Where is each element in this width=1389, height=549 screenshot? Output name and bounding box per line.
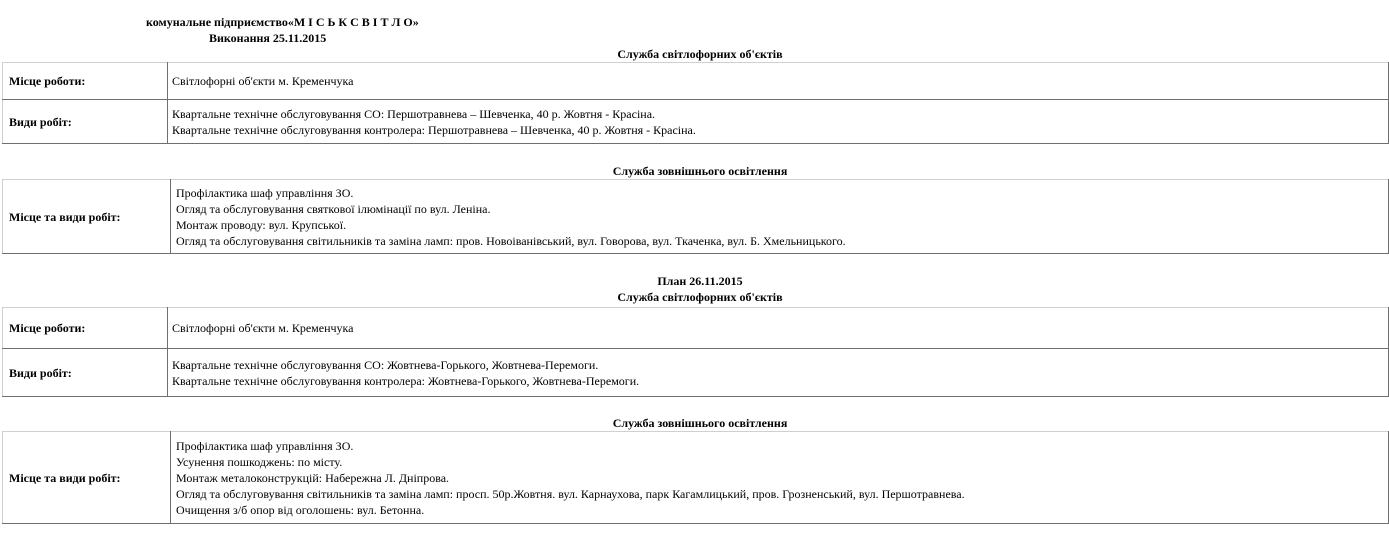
works-list xyxy=(171,180,1389,254)
place-value: Світлофорні об'єкти м. Кременчука xyxy=(168,63,1389,100)
table-row xyxy=(3,180,1389,254)
plan-date-heading: План 26.11.2015 xyxy=(657,274,743,288)
work-item: Огляд та обслуговування світильників та заміна ламп: пров. Новоіванівський, вул. Говорова, вул. Ткаченка, вул. Б. Хмельницького. xyxy=(176,233,846,248)
work-item: Очищення з/б опор від оголошень: вул. Бетонна. xyxy=(176,502,425,517)
work-item: Огляд та обслуговування святкової ілюмінації по вул. Леніна. xyxy=(176,201,491,216)
table-row xyxy=(3,349,1389,397)
work-item: Квартальне технічне обслуговування контролера: Першотравнева – Шевченка, 40 р. Жовтня - Красіна. xyxy=(172,122,696,137)
place-value: Світлофорні об'єкти м. Кременчука xyxy=(168,308,1389,349)
place-and-works-label: Місце та види робіт: xyxy=(3,432,171,524)
work-item: Монтаж проводу: вул. Крупської. xyxy=(176,217,347,232)
place-label: Місце роботи: xyxy=(3,63,168,100)
work-item: Профілактика шаф управління ЗО. xyxy=(176,438,354,453)
work-item: Квартальне технічне обслуговування СО: Першотравнева – Шевченка, 40 р. Жовтня - Красіна. xyxy=(172,106,656,121)
table-row xyxy=(3,308,1389,349)
work-item: Усунення пошкоджень: по місту. xyxy=(176,454,343,469)
section-title-traffic-light-executed: Служба світлофорних об'єктів xyxy=(617,47,783,61)
work-item: Квартальне технічне обслуговування СО: Жовтнева-Горького, Жовтнева-Перемоги. xyxy=(172,357,599,372)
works-label: Види робіт: xyxy=(3,100,168,144)
table-row xyxy=(3,432,1389,524)
section-title-outdoor-lighting-executed: Служба зовнішнього освітлення xyxy=(612,164,788,178)
traffic-light-executed-table xyxy=(2,62,1389,144)
place-label: Місце роботи: xyxy=(3,308,168,349)
table-row xyxy=(3,63,1389,100)
work-item: Огляд та обслуговування світильників та заміна ламп: просп. 50р.Жовтня. вул. Карнаухова, парк Кагамлицький, пров. Грозненський, вул. Першотравнева. xyxy=(176,486,965,501)
section-title-outdoor-lighting-plan: Служба зовнішнього освітлення xyxy=(612,416,788,430)
works-list xyxy=(168,100,1389,144)
works-list xyxy=(168,349,1389,397)
works-label: Види робіт: xyxy=(3,349,168,397)
works-list xyxy=(171,432,1389,524)
place-and-works-label: Місце та види робіт: xyxy=(3,180,171,254)
work-item: Профілактика шаф управління ЗО. xyxy=(176,185,354,200)
table-row xyxy=(3,100,1389,144)
outdoor-lighting-plan-table xyxy=(2,431,1389,524)
outdoor-lighting-executed-table xyxy=(2,179,1389,254)
traffic-light-plan-table xyxy=(2,307,1389,397)
work-item: Монтаж металоконструкцій: Набережна Л. Дніпрова. xyxy=(176,470,450,485)
enterprise-name: комунальне підприємство«М І С Ь К С В І Т Л О» xyxy=(146,15,419,29)
section-title-traffic-light-plan: Служба світлофорних об'єктів xyxy=(617,290,783,304)
executed-date-heading: Виконання 25.11.2015 xyxy=(209,31,327,45)
work-item: Квартальне технічне обслуговування контролера: Жовтнева-Горького, Жовтнева-Перемоги. xyxy=(172,373,640,388)
